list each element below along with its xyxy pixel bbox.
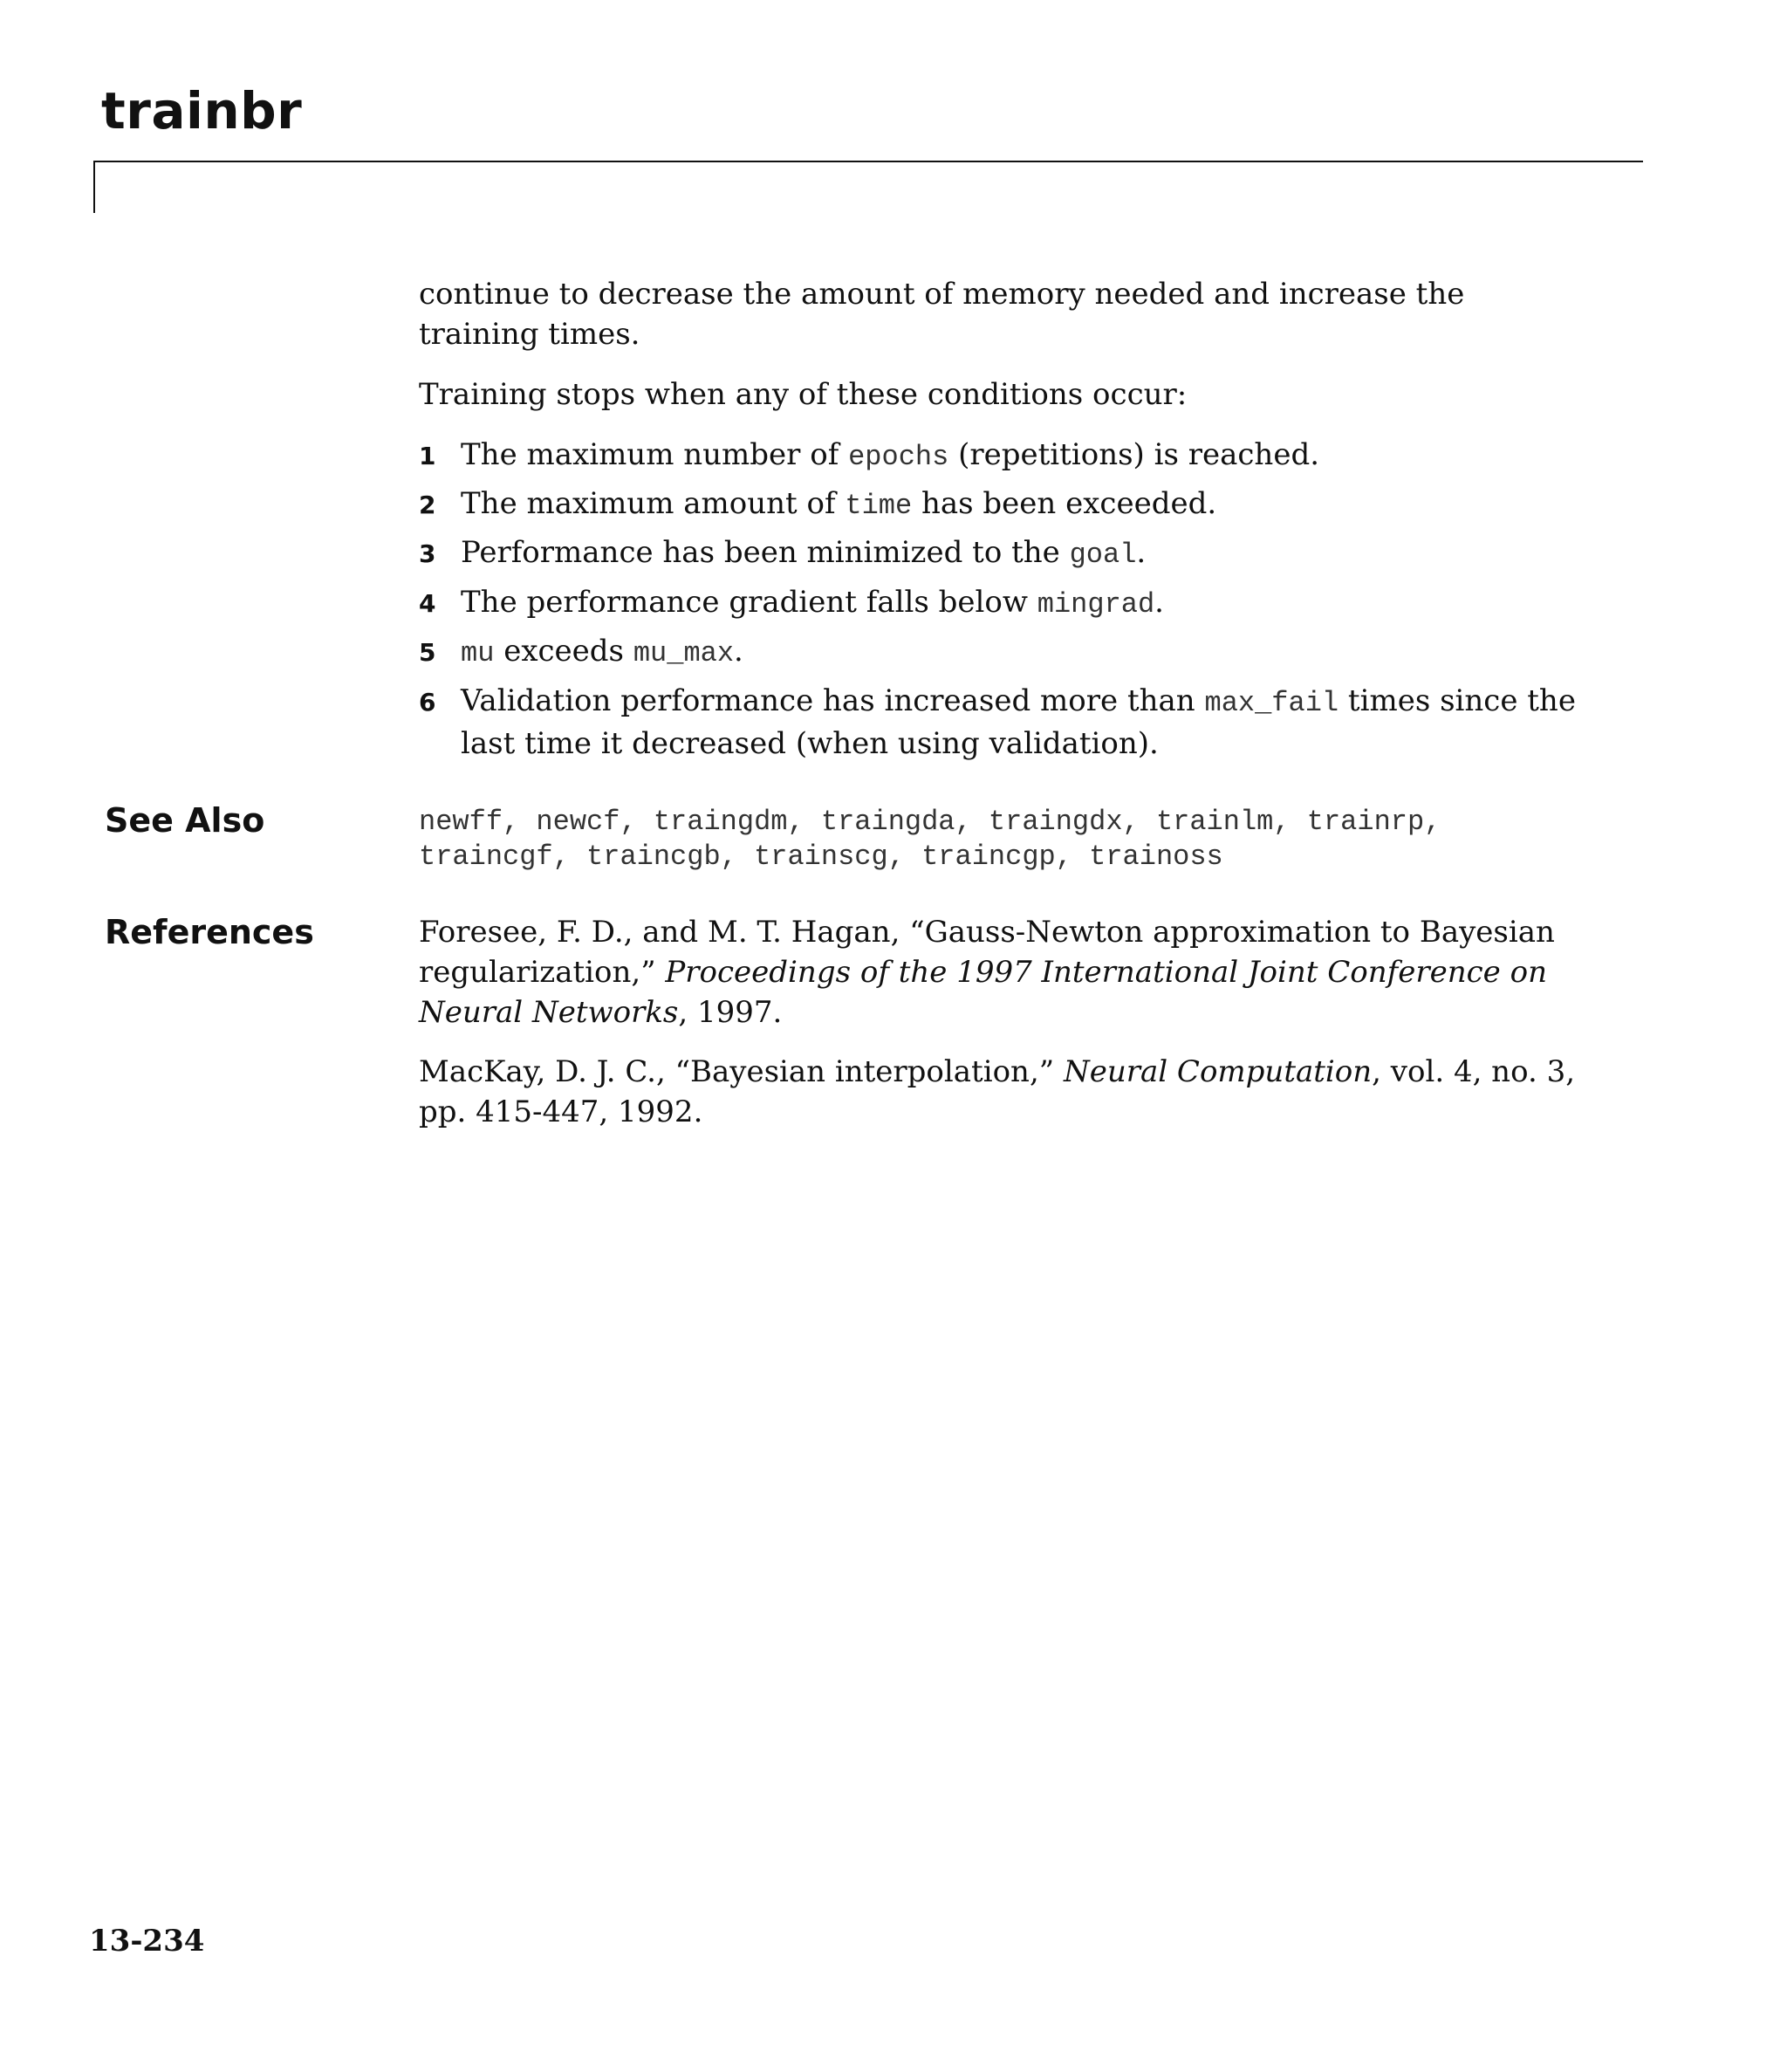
list-text: The performance gradient falls below mingrad. [461,585,1164,621]
code-mu: mu [461,637,495,669]
header-rule-horizontal [93,161,1643,162]
code-max-fail: max_fail [1204,687,1339,719]
code-time: time [845,490,913,522]
list-item [419,681,1579,764]
reference-item: MacKay, D. J. C., “Bayesian interpolation,” Neural Computation, vol. 4, no. 3, pp. 415-447, 1992. [419,1054,1576,1129]
see-also-heading: See Also [105,801,265,840]
stop-conditions-lead: Training stops when any of these conditions occur: [419,377,1188,412]
list-text: The maximum amount of time has been exceeded. [461,486,1217,522]
list-text: mu exceeds mu_max. [461,634,743,669]
reference-italic-title: Neural Computation [1063,1054,1373,1089]
header-rule-vertical [93,161,95,213]
list-text: Performance has been minimized to the goal. [461,535,1147,571]
list-item [419,435,1579,477]
see-also-line: newff, newcf, traingdm, traingda, traingdx, trainlm, trainrp, [419,806,1441,838]
see-also-line: traincgf, traincgb, trainscg, traincgp, trainoss [419,840,1223,873]
see-also-list [419,805,1579,875]
list-item [419,631,1579,674]
list-number: 4 [419,589,436,618]
continuation-paragraph: continue to decrease the amount of memory needed and increase the training times. [419,277,1465,352]
reference-italic-title: Proceedings of the 1997 International Joint Conference on Neural Networks [419,955,1547,1030]
list-number: 3 [419,539,436,568]
code-mingrad: mingrad [1037,588,1155,621]
page-number: 13-234 [89,1924,205,1959]
list-number: 1 [419,442,436,470]
page-title: trainbr [101,81,303,141]
references-heading: References [105,913,314,951]
list-number: 6 [419,688,436,717]
code-mu-max: mu_max [633,637,735,669]
list-number: 2 [419,491,436,519]
code-goal: goal [1069,539,1137,571]
list-text: Validation performance has increased more than max_fail times since the last time it decreased (when using validation). [461,683,1576,761]
code-epochs: epochs [848,441,949,473]
reference-item: Foresee, F. D., and M. T. Hagan, “Gauss-Newton approximation to Bayesian regularization,” Proceedings of the 1997 International Joint Conference on Neural Networks, 1997. [419,915,1555,1030]
list-text: The maximum number of epochs (repetitions) is reached. [461,437,1320,473]
list-number: 5 [419,638,436,667]
list-item [419,484,1579,526]
list-item [419,582,1579,625]
list-item [419,532,1579,575]
